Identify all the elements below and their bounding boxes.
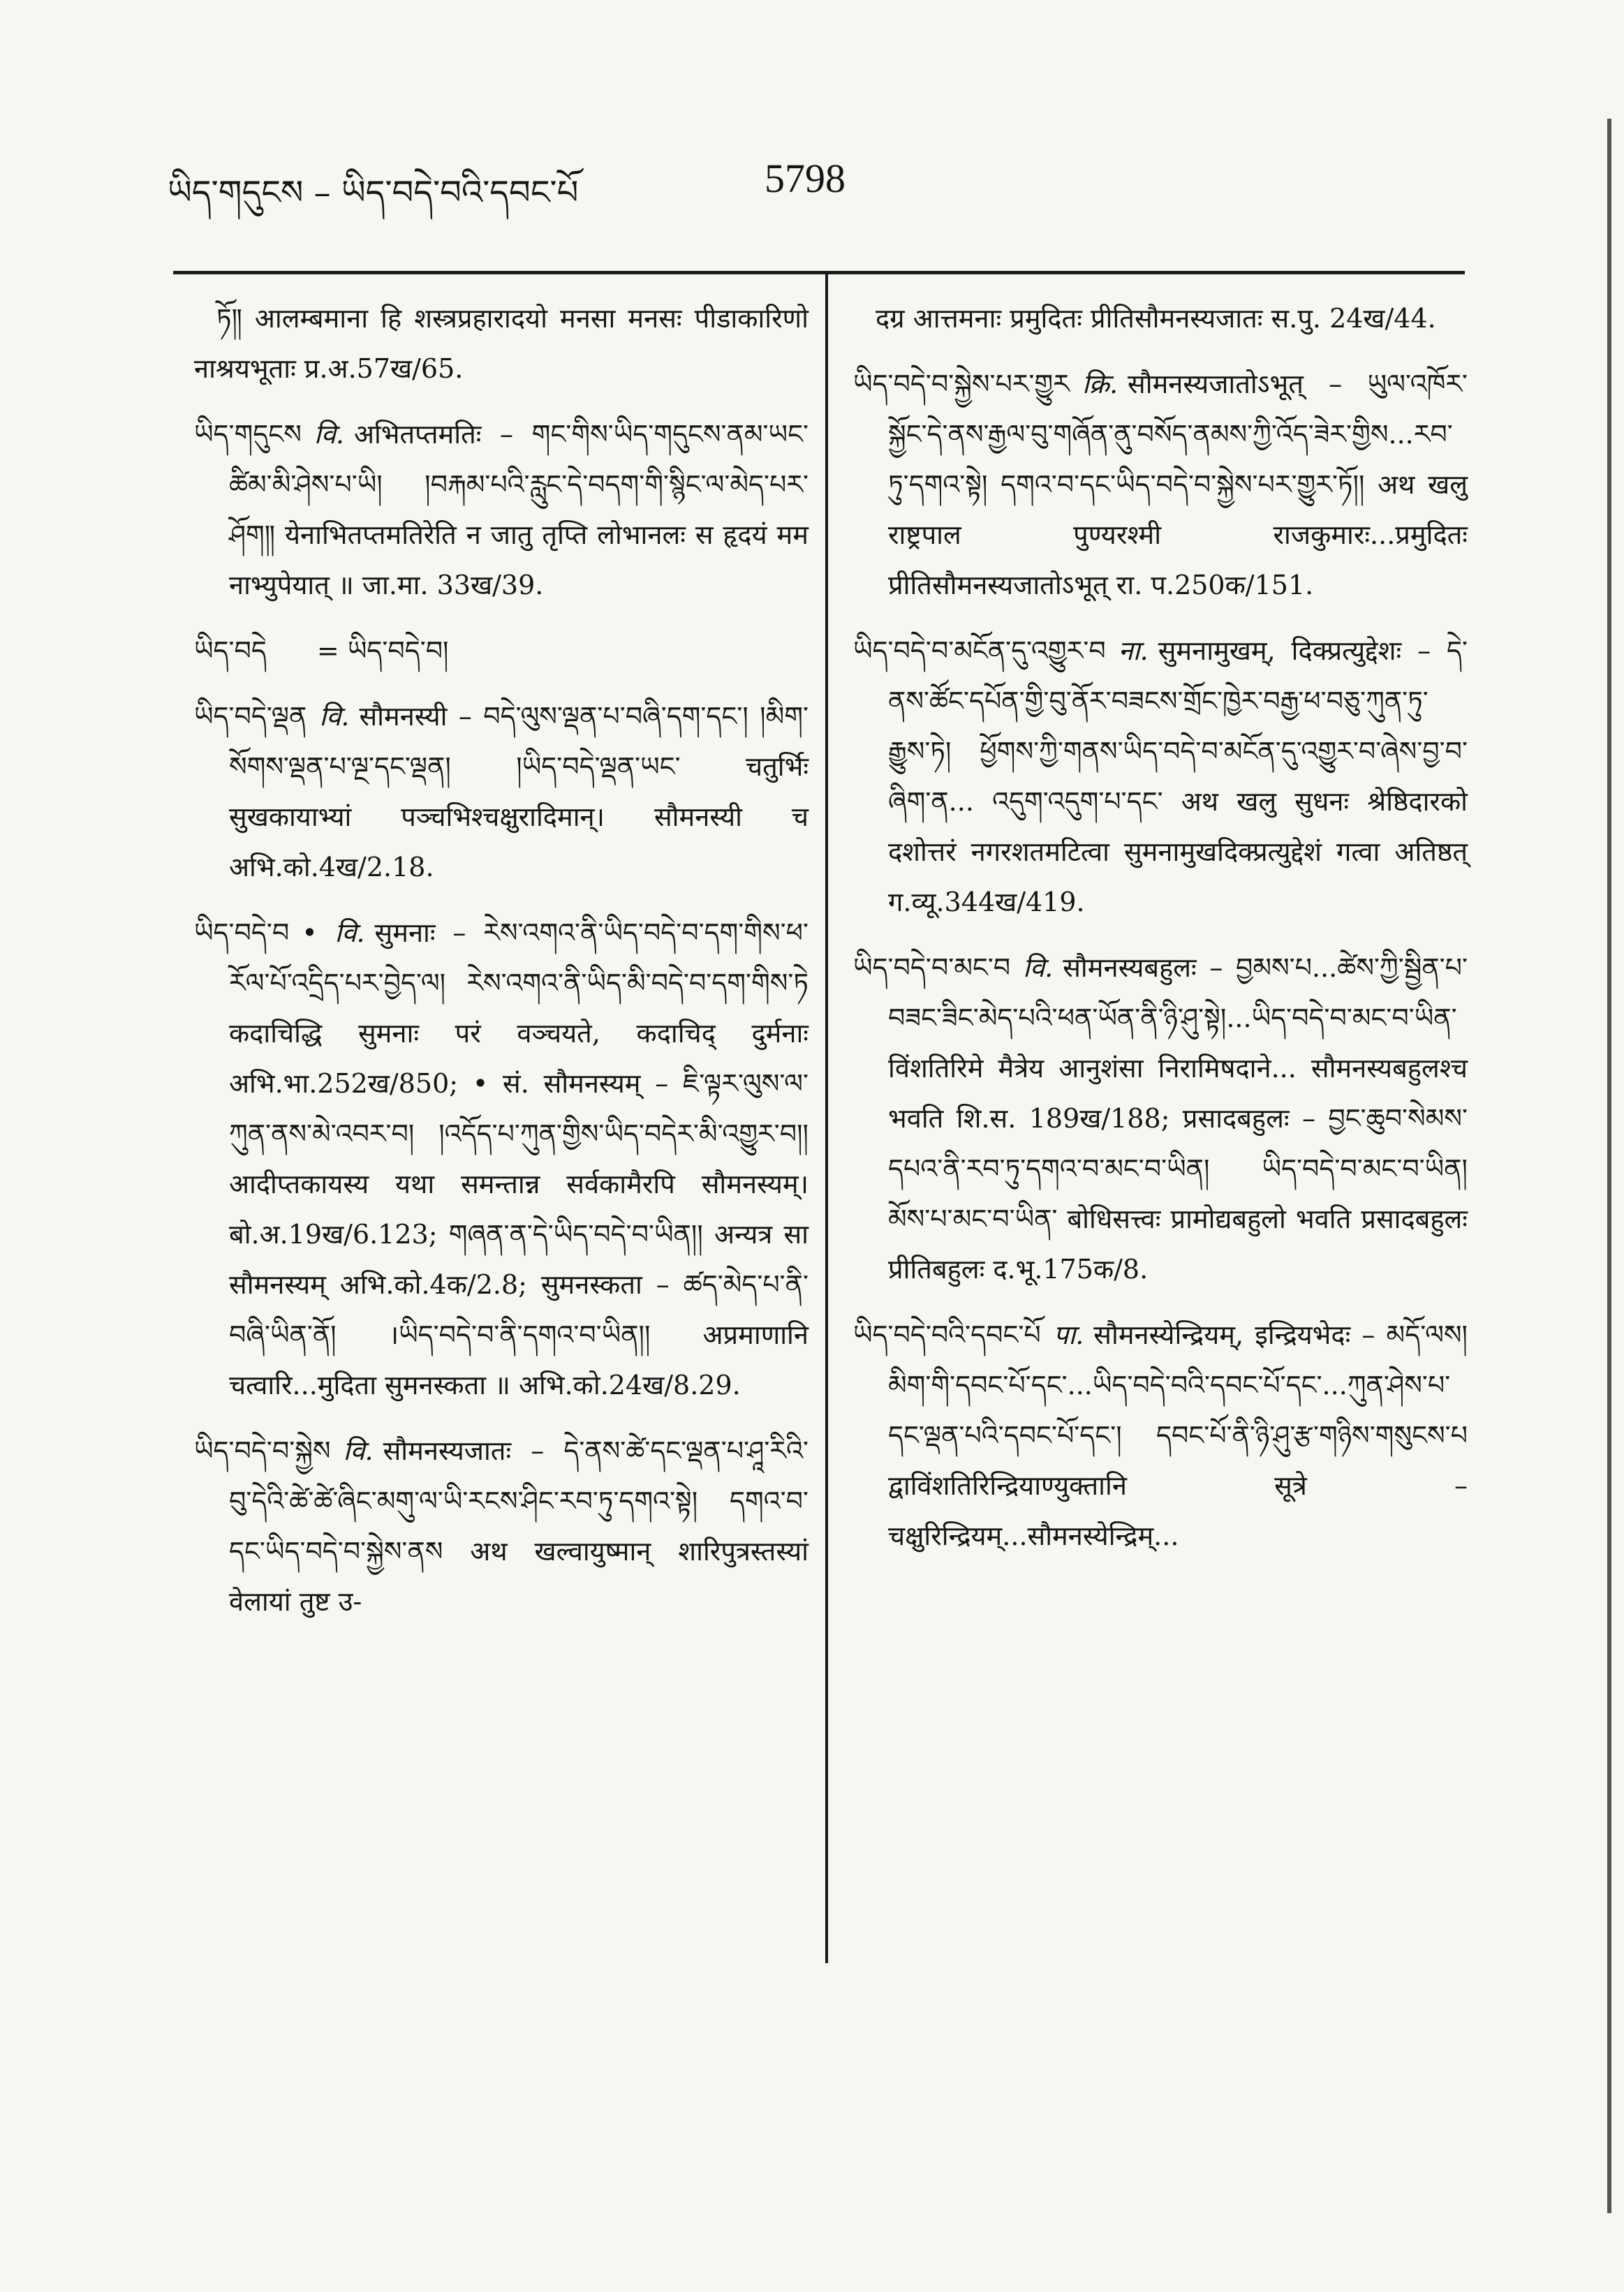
entry-headword: ཡིད་བདེ་ལྡན <box>194 701 307 732</box>
dictionary-entry <box>194 626 809 676</box>
entry-text: ཏོ༎ आलम्बमाना हि शस्त्रप्रहारादयो मनसा मनसः पीडाकारिणो नाश्रयभूताः प्र.अ.57ख/65. <box>194 303 809 384</box>
entry-grammar: क्रि. <box>1082 369 1119 399</box>
entry-headword: ཡིད་བདེ་བ་མངོན་དུ་འགྱུར་བ <box>853 635 1106 666</box>
entry-text: सौमनस्यजातः – དེ་ནས་ཚེ་དང་ལྡན་པ་ཤཱ་རིའི་བུ་དེའི་ཚེ་ཚེ་ཞིང་མགུ་ལ་ཡི་རངས་ཤིང་རབ་ཏུ་དགའ་སྟེ། དགའ་བ་དང་ཡིད་བདེ་བ་སྐྱེས་ནས अथ खल्वायुष्मान् शारिपुत्रस्तस्यां वेलायां तुष्ट उ- <box>229 1435 809 1617</box>
page-number: 5798 <box>765 156 846 201</box>
entry-grammar: वि. <box>343 1435 374 1466</box>
entry-grammar: वि. <box>313 419 344 450</box>
entry-headword: ཡིད་བདེ <box>194 635 267 666</box>
entry-text: सौमनस्यजातोऽभूत् – ཡུལ་འཁོར་སྐྱོང་དེ་ནས་རྒྱལ་བུ་གཞོན་ནུ་བསོད་ནམས་ཀྱི་འོད་ཟེར་གྱིས...རབ་ཏུ་དགའ་སྟེ། དགའ་བ་དང་ཡིད་བདེ་བ་སྐྱེས་པར་གྱུར་ཏོ།། अथ खलु राष्ट्रपाल पुण्यरश्मी राजकुमारः...प्रमुदितः प्रीतिसौमनस्यजातोऽभूत् रा. प.250क/151. <box>888 369 1468 600</box>
dictionary-entry <box>194 908 809 1410</box>
dictionary-entry <box>853 359 1468 610</box>
entry-text: दग्र आत्तमनाः प्रमुदितः प्रीतिसौमनस्यजातः स.पु. 24ख/44. <box>876 303 1436 334</box>
page-edge-shadow <box>1607 119 1611 2213</box>
entry-text: अभितप्तमतिः – གང་གིས་ཡིད་གདུངས་ནམ་ཡང་ཚིམ་མི་ཤེས་པ་ཡི། །བརྐམ་པའི་རླུང་དེ་བདག་གི་སྙིང་ལ་མེད་པར་ཤོག༎ येनाभितप्तमतिरेति न जातु तृप्ति लोभानलः स हृदयं मम नाभ्युपेयात् ॥ जा.मा. 33ख/39. <box>229 419 809 600</box>
entry-text: सुमनाः – རེས་འགའ་ནི་ཡིད་བདེ་བ་དག་གིས་ཕ་རོལ་པོ་འདྲིད་པར་བྱེད་ལ། རེས་འགའ་ནི་ཡིད་མི་བདེ་བ་དག་གིས་ཏེ कदाचिद्धि सुमनाः परं वञ्चयते, कदाचिद् दुर्मनाः अभि.भा.252ख/850; • सं. सौमनस्यम् – ཇི་ལྟར་ལུས་ལ་ཀུན་ནས་མེ་འབར་བ། །འདོད་པ་ཀུན་གྱིས་ཡིད་བདེར་མི་འགྱུར་བ།། आदीप्तकायस्य यथा समन्तान्न सर्वकामैरपि सौमनस्यम्। बो.अ.19ख/6.123; གཞན་ན་དེ་ཡིད་བདེ་བ་ཡིན།། अन्यत्र सा सौमनस्यम् अभि.को.4क/2.8; सुमनस्कता – ཚད་མེད་པ་ནི་བཞི་ཡིན་ནོ། ।ཡིད་བདེ་བ་ནི་དགའ་བ་ཡིན།། अप्रमाणानि चत्वारि...मुदिता सुमनस्कता ॥ अभि.को.24ख/8.29. <box>229 917 809 1400</box>
dictionary-entry <box>194 1426 809 1627</box>
entry-grammar: वि. <box>319 701 350 732</box>
entry-headword: ཡིད་གདུངས <box>194 419 302 450</box>
entry-grammar: • वि. <box>302 917 365 948</box>
column-divider <box>825 274 828 1963</box>
entry-headword: ཡིད་བདེ་བ་མང་བ <box>853 952 1011 983</box>
dictionary-entry <box>194 691 809 892</box>
entry-text: सौमनस्यी – བདེ་ལུས་ལྡན་པ་བཞི་དག་དང་། །མིག་སོགས་ལྡན་པ་ལྔ་དང་ལྡན། །ཡིད་བདེ་ལྡན་ཡང་ चतुर्भिः सुखकायाभ्यां पञ्चभिश्चक्षुरादिमान्। सौमनस्यी च अभि.को.4ख/2.18. <box>229 701 809 882</box>
entry-grammar: पा. <box>1053 1319 1084 1350</box>
right-column <box>853 293 1468 1576</box>
dictionary-entry <box>194 409 809 610</box>
entry-headword: ཡིད་བདེ་བ <box>194 917 290 948</box>
entry-grammar: वि. <box>1023 952 1054 983</box>
dictionary-entry <box>853 626 1468 927</box>
entry-headword: ཡིད་བདེ་བའི་དབང་པོ <box>853 1319 1041 1350</box>
dictionary-entry <box>853 1310 1468 1561</box>
left-column <box>194 293 809 1642</box>
entry-grammar: ना. <box>1118 635 1149 666</box>
entry-headword: ཡིད་བདེ་བ་སྐྱེས་པར་གྱུར <box>853 369 1070 399</box>
entry-text: सौमनस्यबहुलः – བྱམས་པ...ཚེས་ཀྱི་སྦྱིན་པ་བཟང་ཟིང་མེད་པའི་ཕན་ཡོན་ནི་ཉི་ཤུ་སྟེ།...ཡིད་བདེ་བ་མང་བ་ཡིན་ विंशतिरिमे मैत्रेय आनुशंसा निरामिषदाने... सौमनस्यबहुलश्च भवति शि.स. 189ख/188; प्रसादबहुलः – བྱང་ཆུབ་སེམས་དཔའ་ནི་རབ་ཏུ་དགའ་བ་མང་བ་ཡིན། ཡིད་བདེ་བ་མང་བ་ཡིན། མོས་པ་མང་བ་ཡིན་ बोधिसत्त्वः प्रामोद्यबहुलो भवति प्रसादबहुलः प्रीतिबहुलः द.भू.175क/8. <box>888 952 1468 1285</box>
entry-headword: ཡིད་བདེ་བ་སྐྱེས <box>194 1435 331 1466</box>
dictionary-entry <box>853 942 1468 1294</box>
dictionary-entry <box>853 293 1468 343</box>
dictionary-entry <box>194 293 809 394</box>
entry-text: सौमनस्येन्द्रियम्, इन्द्रियभेदः – མདོ་ལས། མིག་གི་དབང་པོ་དང་...ཡིད་བདེ་བའི་དབང་པོ་དང་...ཀུན་ཤེས་པ་དང་ལྡན་པའི་དབང་པོ་དང་། དབང་པོ་ནི་ཉི་ཤུ་རྩ་གཉིས་གསུངས་པ द्वाविंशतिरिन्द्रियाण्युक्तानि सूत्रे – चक्षुरिन्द्रियम्...सौमनस्येन्द्रिम्... <box>888 1319 1468 1551</box>
running-head: ཡིད་གདུངས – ཡིད་བདེ་བའི་དབང་པོ <box>168 173 579 212</box>
entry-text: = ཡིད་བདེ་བ། <box>316 635 449 666</box>
entry-text: सुमनामुखम्, दिक्प्रत्युद्देशः – དེ་ནས་ཚོང་དཔོན་གྱི་བུ་ནོར་བཟངས་གྲོང་ཁྱེར་བརྒྱ་ཕ་བཅུ་ཀུན་ཏུ་རྒྱུས་ཏེ། ཕྱོགས་ཀྱི་གནས་ཡིད་བདེ་བ་མངོན་དུ་འགྱུར་བ་ཞེས་བྱ་བ་ཞིག་ན... འདུག་འདུག་པ་དང་ अथ खलु सुधनः श्रेष्ठिदारको दशोत्तरं नगरशतमटित्वा सुमनामुखदिक्प्रत्युद्देशं गत्वा अतिष्ठत् ग.व्यू.344ख/419. <box>888 635 1468 917</box>
header-rule <box>173 271 1465 274</box>
